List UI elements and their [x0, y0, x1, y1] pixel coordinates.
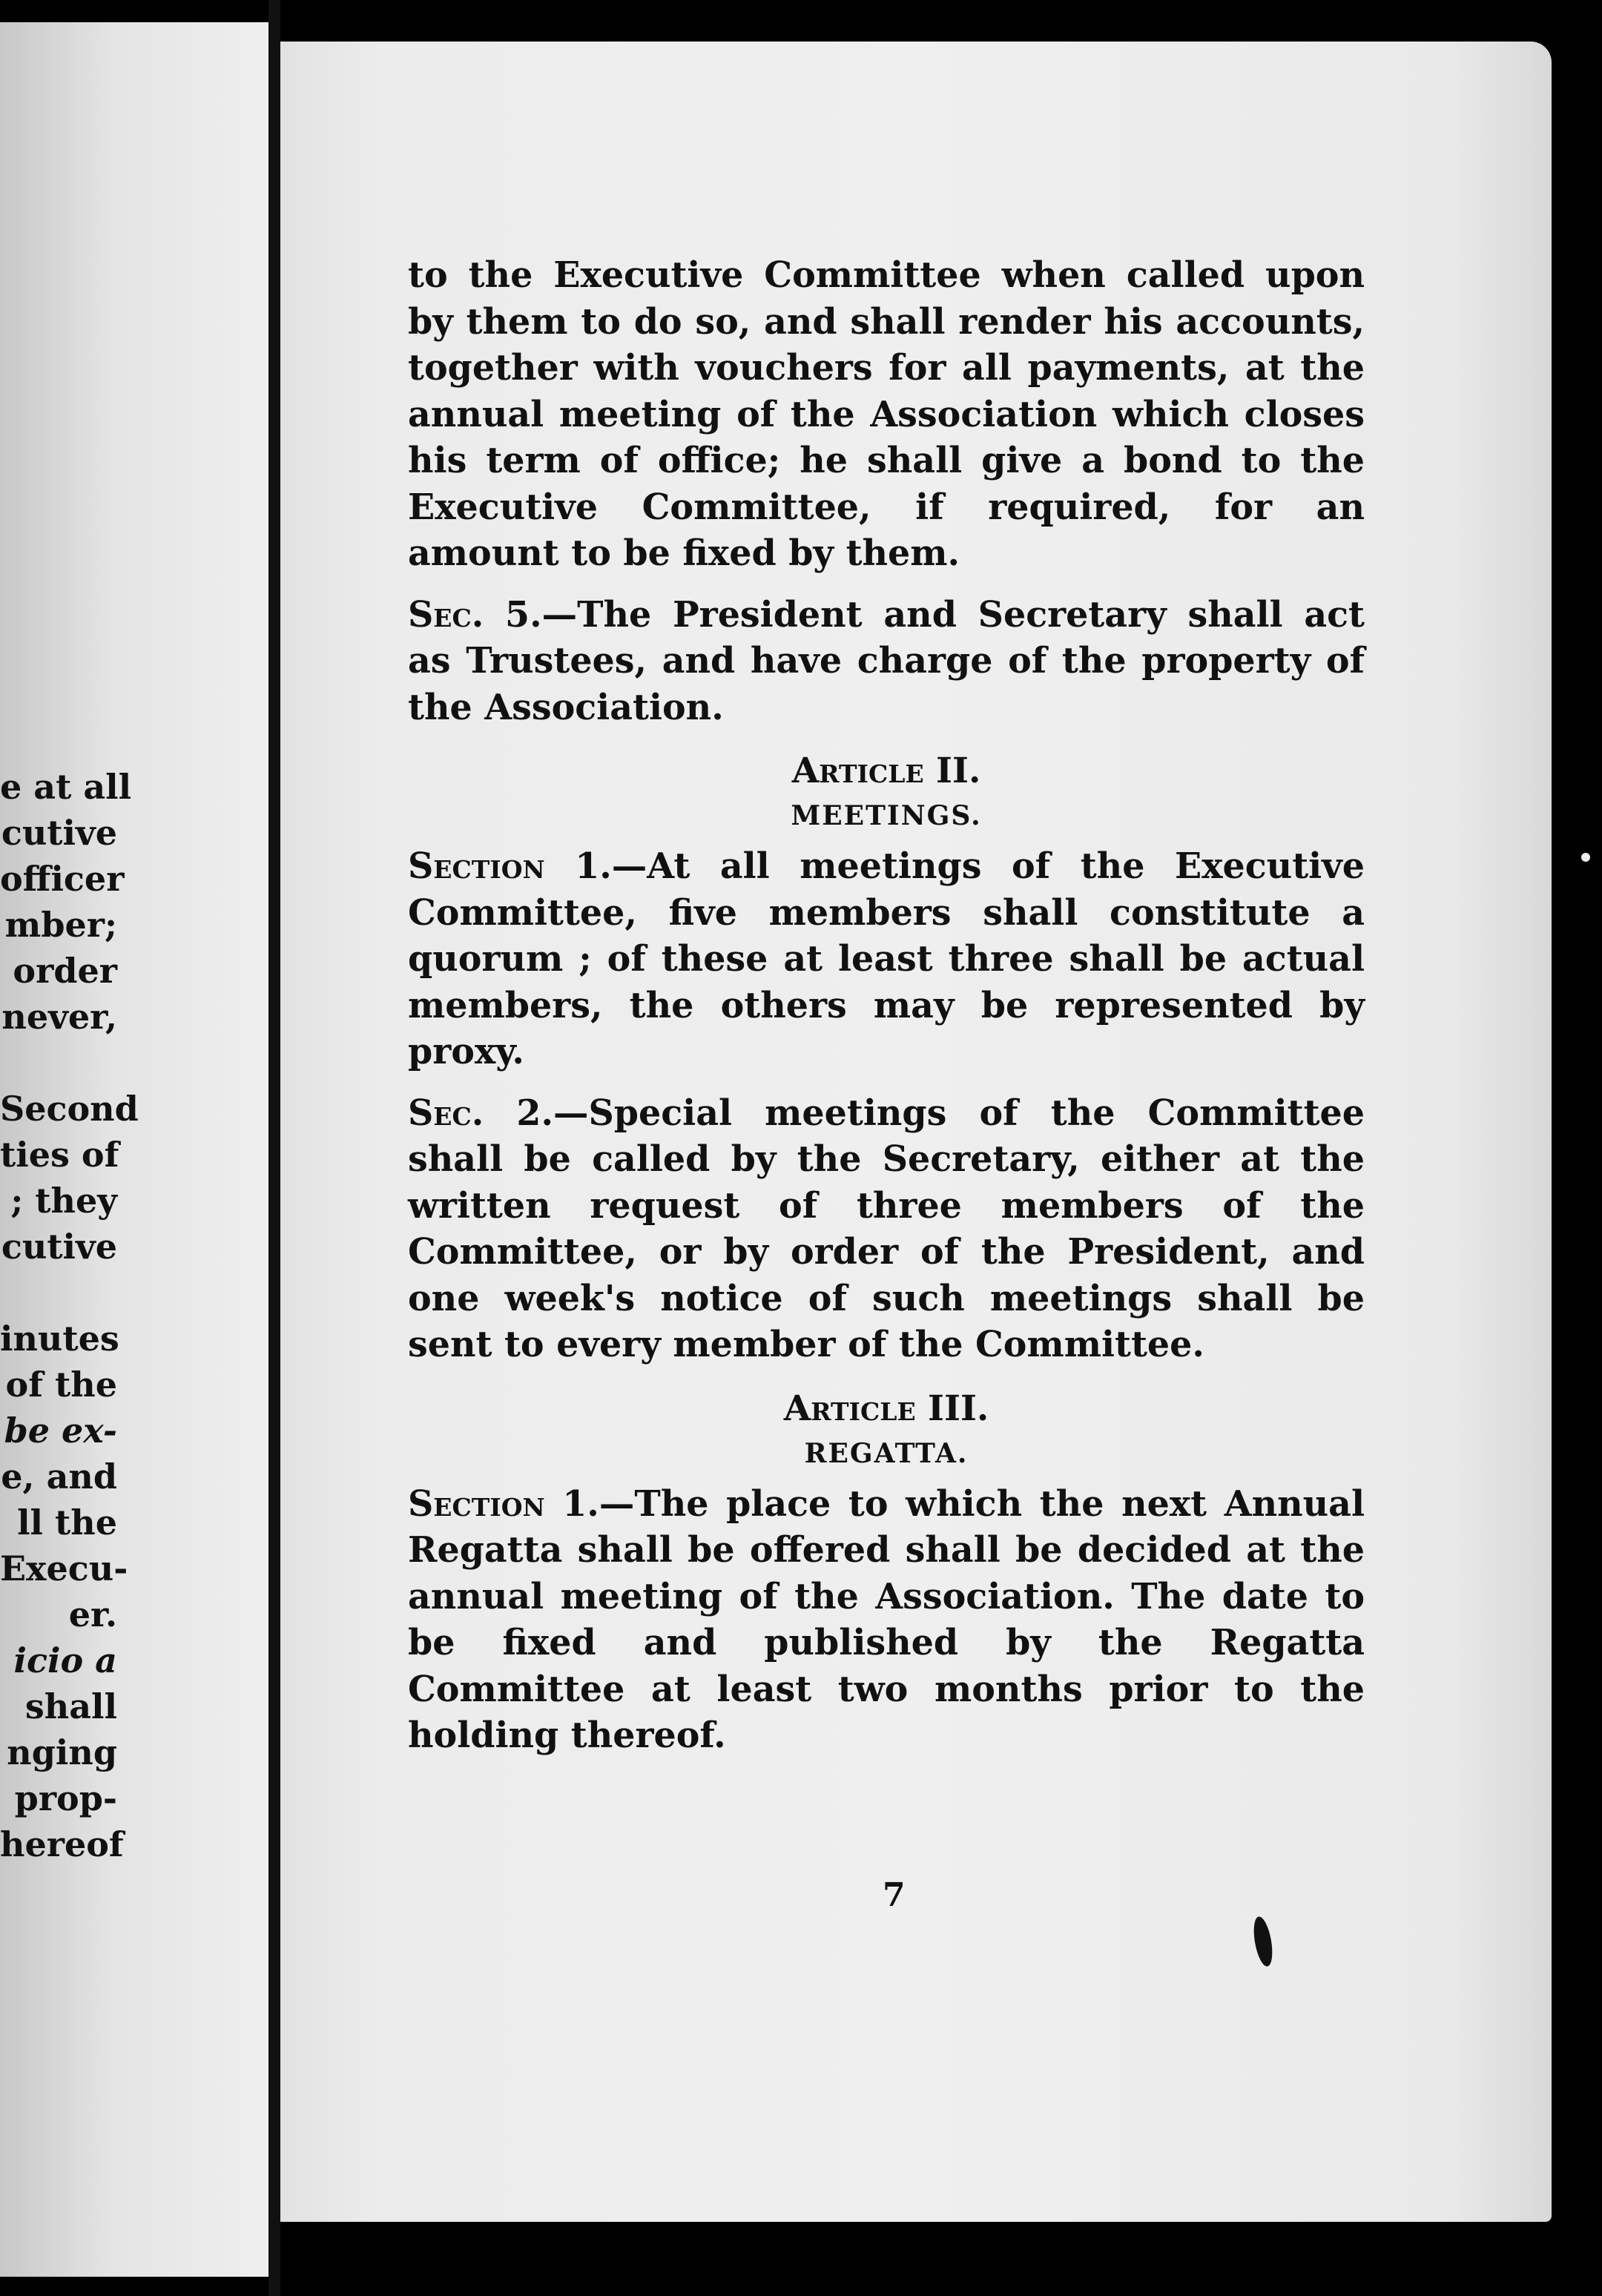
article-2-heading: Article II.	[791, 751, 981, 791]
facing-page-line: mber;	[4, 905, 117, 945]
facing-page-line: icio a	[13, 1640, 117, 1680]
article-2-section-2: Sec. 2.—Special meetings of the Committee shall be called by the Secretary, either at the written request of three members of the Committee, or by order of the President, and one week's notice of such meetings shall be sent to every member of the Committee.	[408, 1092, 1365, 1365]
facing-page-line: order	[13, 951, 117, 991]
book-gutter	[268, 0, 280, 2296]
facing-page-line: e, and	[1, 1457, 117, 1497]
continuation-paragraph: to the Executive Committee when called upon by them to do so, and shall render his accounts, together with vouchers for all payments, at the annual meeting of the Association which closes his term of office; he shall give a bond to the Executive Committee, if required, for an amount to be fixed by them.	[408, 254, 1365, 574]
scan-speck	[1581, 853, 1590, 862]
facing-page-line: never,	[1, 997, 117, 1037]
facing-page-line: Second	[0, 1089, 139, 1129]
facing-page-line	[0, 1270, 117, 1316]
facing-page	[0, 22, 276, 2277]
facing-page-line: ties of	[0, 1135, 119, 1175]
article-2-section-1: Section 1.—At all meetings of the Executive Committee, five members shall constitute a quorum ; of these at least three shall be actual members, the others may be represented by proxy.	[408, 845, 1365, 1072]
facing-page-line: officer	[0, 859, 125, 899]
facing-page-line: cutive	[1, 813, 117, 853]
facing-page-line: ll the	[17, 1502, 117, 1543]
facing-page-line: er.	[68, 1594, 117, 1634]
article-3-heading: Article III.	[783, 1388, 989, 1429]
section-label: Section 1.	[408, 845, 612, 887]
facing-page-line: hereof	[0, 1824, 124, 1864]
facing-page-line: inutes	[0, 1319, 119, 1359]
section-label: Sec. 5.	[408, 593, 542, 636]
facing-page-line: prop-	[14, 1778, 117, 1818]
facing-page-line: Execu-	[0, 1548, 128, 1589]
article-2-subheading: MEETINGS.	[791, 800, 982, 831]
section-label: Sec. 2.	[408, 1092, 553, 1134]
facing-page-line: cutive	[1, 1227, 117, 1267]
facing-page-line: shall	[24, 1686, 117, 1726]
facing-page-line: nging	[7, 1732, 117, 1772]
facing-page-line: be ex-	[4, 1411, 117, 1451]
facing-page-line	[0, 1040, 117, 1086]
page-number: 7	[883, 1876, 906, 1914]
facing-page-text	[0, 764, 139, 1867]
facing-page-line: ; they	[10, 1181, 117, 1221]
facing-page-line: of the	[5, 1365, 117, 1405]
section-5-paragraph: Sec. 5.—The President and Secretary shall act as Trustees, and have charge of the property of the Association.	[408, 593, 1365, 728]
page-text	[408, 252, 1365, 1774]
section-label: Section 1.	[408, 1482, 599, 1525]
article-3-subheading: REGATTA.	[804, 1437, 969, 1469]
facing-page-line: e at all	[0, 767, 132, 807]
article-3-section-1: Section 1.—The place to which the next Annual Regatta shall be offered shall be decided at the annual meeting of the Association. The date to be fixed and published by the Regatta Committee at least two months prior to the holding thereof.	[408, 1482, 1365, 1756]
